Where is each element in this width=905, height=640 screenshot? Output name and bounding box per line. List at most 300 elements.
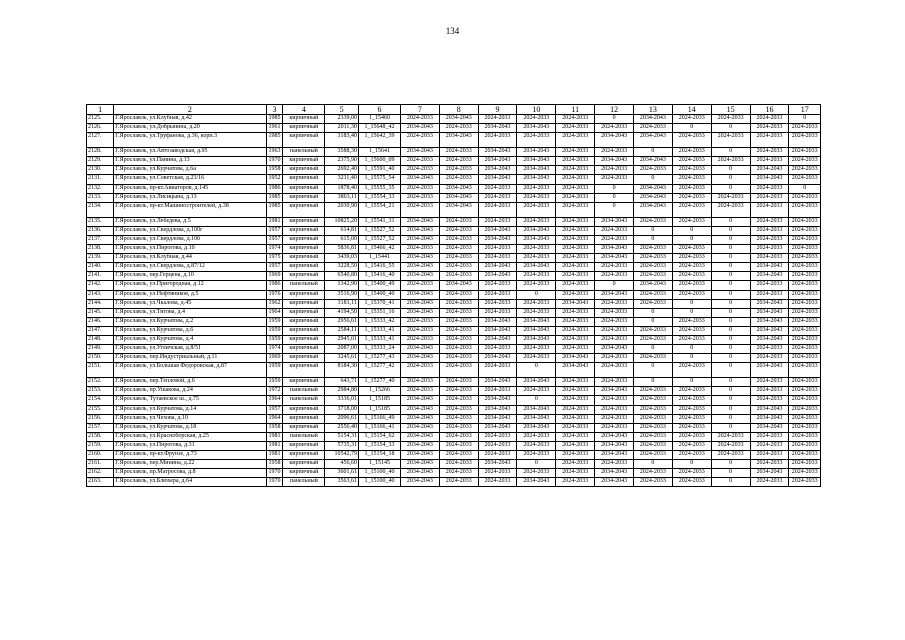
page-number: 134 bbox=[445, 26, 460, 36]
table-cell: 614,81 bbox=[325, 226, 359, 235]
table-cell: 2024-2033 bbox=[672, 387, 711, 396]
table-cell: 0 bbox=[711, 308, 750, 317]
table-cell: 2024-2033 bbox=[634, 387, 673, 396]
table-cell: 0 bbox=[711, 423, 750, 432]
table-cell: 0 bbox=[672, 226, 711, 235]
table-cell: 2024-2033 bbox=[400, 317, 439, 326]
table-cell: 2034-2043 bbox=[517, 378, 556, 387]
table-cell: 2024-2033 bbox=[556, 290, 595, 299]
table-cell: 2024-2033 bbox=[439, 124, 478, 133]
table-cell: 0 bbox=[711, 335, 750, 344]
table-cell: 2151. bbox=[87, 363, 114, 378]
table-cell: 2024-2033 bbox=[556, 148, 595, 157]
table-cell: 2024-2033 bbox=[400, 363, 439, 378]
table-cell: 2034-2043 bbox=[517, 414, 556, 423]
table-cell: 2024-2033 bbox=[556, 245, 595, 254]
column-header-5: 5 bbox=[325, 105, 359, 115]
table-cell: 2024-2033 bbox=[789, 441, 821, 450]
table-cell: 2024-2033 bbox=[750, 202, 789, 217]
table-cell: 2034-2043 bbox=[439, 133, 478, 148]
table-cell: 2126. bbox=[87, 124, 114, 133]
table-cell: 2024-2033 bbox=[595, 396, 634, 405]
table-cell: кирпичный bbox=[283, 308, 325, 317]
table-cell: 2024-2033 bbox=[634, 217, 673, 226]
table-cell: 2024-2033 bbox=[595, 326, 634, 335]
table-row bbox=[87, 245, 821, 254]
table-cell: 1974 bbox=[266, 345, 283, 354]
table-cell: 2024-2033 bbox=[595, 378, 634, 387]
table-cell: 2024-2033 bbox=[517, 184, 556, 193]
table-cell: 2024-2033 bbox=[595, 335, 634, 344]
table-cell: 1981 bbox=[266, 432, 283, 441]
table-cell: 2034-2043 bbox=[400, 263, 439, 272]
table-cell: 2024-2033 bbox=[439, 354, 478, 363]
table-cell: 1981 bbox=[266, 441, 283, 450]
table-cell: кирпичный bbox=[283, 235, 325, 244]
table-cell: 2024-2033 bbox=[556, 460, 595, 469]
table-cell: 0 bbox=[711, 326, 750, 335]
table-cell: 2024-2033 bbox=[478, 469, 517, 478]
table-cell: 2024-2033 bbox=[634, 299, 673, 308]
table-cell: 1964 bbox=[266, 308, 283, 317]
table-cell: 0 bbox=[711, 478, 750, 487]
table-cell: 1_15145 bbox=[358, 460, 400, 469]
table-cell: 2034-2043 bbox=[750, 405, 789, 414]
table-cell: 2024-2033 bbox=[789, 226, 821, 235]
table-cell: 2125. bbox=[87, 115, 114, 124]
table-cell: 2024-2033 bbox=[556, 133, 595, 148]
table-cell: 2149. bbox=[87, 345, 114, 354]
table-cell: 2024-2033 bbox=[672, 157, 711, 166]
table-cell: 2024-2033 bbox=[439, 478, 478, 487]
table-cell: 2024-2033 bbox=[439, 363, 478, 378]
table-cell: 2024-2033 bbox=[556, 226, 595, 235]
table-cell: 2034-2043 bbox=[750, 272, 789, 281]
table-cell: 2024-2033 bbox=[634, 469, 673, 478]
table-cell: 2034-2043 bbox=[439, 115, 478, 124]
table-cell: 2024-2033 bbox=[400, 133, 439, 148]
table-cell: 1974 bbox=[266, 245, 283, 254]
table-cell: 1958 bbox=[266, 423, 283, 432]
table-cell: кирпичный bbox=[283, 245, 325, 254]
table-cell: 2024-2033 bbox=[478, 193, 517, 202]
table-cell: 2024-2033 bbox=[478, 281, 517, 290]
table-cell: 2024-2033 bbox=[595, 235, 634, 244]
table-cell: 1957 bbox=[266, 263, 283, 272]
table-cell: 2030,90 bbox=[325, 202, 359, 217]
table-cell: 2024-2033 bbox=[789, 254, 821, 263]
table-cell: 2024-2033 bbox=[634, 441, 673, 450]
table-cell: 2024-2033 bbox=[478, 441, 517, 450]
table-cell: 2134. bbox=[87, 202, 114, 217]
table-cell: 2024-2033 bbox=[789, 354, 821, 363]
table-cell: кирпичный bbox=[283, 326, 325, 335]
table-cell: 2148. bbox=[87, 335, 114, 344]
table-row bbox=[87, 460, 821, 469]
table-cell: 1_15333_41 bbox=[358, 326, 400, 335]
table-cell: 2024-2033 bbox=[711, 432, 750, 441]
table-cell: 2024-2033 bbox=[439, 460, 478, 469]
table-cell: 2154. bbox=[87, 396, 114, 405]
column-header-11: 11 bbox=[556, 105, 595, 115]
table-cell: 1972 bbox=[266, 387, 283, 396]
table-cell: 1970 bbox=[266, 157, 283, 166]
table-cell: 2024-2033 bbox=[556, 326, 595, 335]
table-cell: 2024-2033 bbox=[672, 326, 711, 335]
table-cell: 8184,30 bbox=[325, 363, 359, 378]
table-cell: кирпичный bbox=[283, 184, 325, 193]
table-cell: 0 bbox=[595, 281, 634, 290]
table-cell: 2034-2043 bbox=[478, 235, 517, 244]
table-row bbox=[87, 202, 821, 217]
table-cell: 3439,03 bbox=[325, 254, 359, 263]
table-cell: 2034-2043 bbox=[634, 184, 673, 193]
table-row bbox=[87, 378, 821, 387]
table-cell: 1_15648_42 bbox=[358, 124, 400, 133]
table-cell: 3245,61 bbox=[325, 354, 359, 363]
table-cell: 2024-2033 bbox=[750, 226, 789, 235]
table-cell: 2034-2043 bbox=[750, 317, 789, 326]
table-cell: 2024-2033 bbox=[439, 175, 478, 184]
table-cell: 2024-2033 bbox=[789, 202, 821, 217]
table-cell: 2024-2033 bbox=[556, 202, 595, 217]
table-cell: 2024-2033 bbox=[789, 235, 821, 244]
table-cell: кирпичный bbox=[283, 414, 325, 423]
table-cell: 2024-2033 bbox=[750, 217, 789, 226]
table-row bbox=[87, 308, 821, 317]
table-cell: 1_15154_33 bbox=[358, 441, 400, 450]
table-cell: 1_15600_09 bbox=[358, 157, 400, 166]
table-cell: 2024-2033 bbox=[672, 478, 711, 487]
table-cell: 2024-2033 bbox=[439, 414, 478, 423]
table-cell: кирпичный bbox=[283, 469, 325, 478]
table-cell: 2034-2043 bbox=[400, 235, 439, 244]
table-cell: 1952 bbox=[266, 175, 283, 184]
table-cell: 0 bbox=[634, 308, 673, 317]
table-cell: 2024-2033 bbox=[556, 193, 595, 202]
table-cell: 2137. bbox=[87, 235, 114, 244]
table-cell: 2024-2033 bbox=[595, 148, 634, 157]
table-cell: 0 bbox=[711, 317, 750, 326]
table-cell: 0 bbox=[672, 354, 711, 363]
table-cell: 2024-2033 bbox=[789, 133, 821, 148]
table-cell: 2024-2033 bbox=[439, 317, 478, 326]
table-cell: 0 bbox=[711, 245, 750, 254]
table-cell: 2024-2033 bbox=[400, 378, 439, 387]
table-cell: 1981 bbox=[266, 217, 283, 226]
table-cell: 2034-2043 bbox=[400, 405, 439, 414]
table-cell: 2034-2043 bbox=[517, 226, 556, 235]
table-cell: 2024-2033 bbox=[789, 157, 821, 166]
table-cell: кирпичный bbox=[283, 202, 325, 217]
table-row bbox=[87, 363, 821, 378]
table-cell: 2159. bbox=[87, 441, 114, 450]
table-cell: 2096,61 bbox=[325, 414, 359, 423]
table-cell: Г.Ярославль, ул.Клубная, д.42 bbox=[114, 115, 266, 124]
table-cell: 2024-2033 bbox=[439, 290, 478, 299]
table-cell: 2141. bbox=[87, 272, 114, 281]
table-cell: 2024-2033 bbox=[439, 245, 478, 254]
table-cell: 2146. bbox=[87, 317, 114, 326]
table-cell: кирпичный bbox=[283, 175, 325, 184]
table-row bbox=[87, 354, 821, 363]
table-cell: 2024-2033 bbox=[556, 423, 595, 432]
table-cell: Г.Ярославль, ул.Автозаводская, д.95 bbox=[114, 148, 266, 157]
table-cell: 2034-2043 bbox=[400, 148, 439, 157]
table-cell: 2034-2043 bbox=[750, 299, 789, 308]
table-row bbox=[87, 451, 821, 460]
table-cell: 2024-2033 bbox=[478, 387, 517, 396]
table-cell: 2024-2033 bbox=[556, 272, 595, 281]
table-cell: 2133. bbox=[87, 193, 114, 202]
table-cell: 1_15527_52 bbox=[358, 226, 400, 235]
table-cell: Г.Ярославль, пр.Матросова, д.8 bbox=[114, 469, 266, 478]
table-cell: 2132. bbox=[87, 184, 114, 193]
table-cell: 1_15642_39 bbox=[358, 133, 400, 148]
table-cell: Г.Ярославль, ул.Курчатова, д.6а bbox=[114, 166, 266, 175]
table-cell: 643,71 bbox=[325, 378, 359, 387]
table-cell: 2034-2043 bbox=[400, 272, 439, 281]
table-row bbox=[87, 441, 821, 450]
table-cell: кирпичный bbox=[283, 451, 325, 460]
table-cell: 1961 bbox=[266, 124, 283, 133]
table-cell: 2024-2033 bbox=[595, 272, 634, 281]
table-cell: 2024-2033 bbox=[789, 387, 821, 396]
table-cell: 2024-2033 bbox=[439, 326, 478, 335]
table-row bbox=[87, 175, 821, 184]
column-header-17: 17 bbox=[789, 105, 821, 115]
table-cell: 1986 bbox=[266, 281, 283, 290]
table-cell: кирпичный bbox=[283, 290, 325, 299]
table-row bbox=[87, 326, 821, 335]
table-cell: 0 bbox=[711, 460, 750, 469]
table-cell: 2034-2043 bbox=[595, 290, 634, 299]
table-cell: 2150. bbox=[87, 354, 114, 363]
table-cell: 2024-2033 bbox=[439, 148, 478, 157]
table-cell: 1_15370_41 bbox=[358, 299, 400, 308]
table-cell: 2034-2043 bbox=[400, 441, 439, 450]
table-cell: 3181,11 bbox=[325, 299, 359, 308]
table-cell: 2034-2043 bbox=[595, 133, 634, 148]
table-cell: 0 bbox=[711, 387, 750, 396]
table-cell: 0 bbox=[517, 363, 556, 378]
table-cell: 2024-2033 bbox=[595, 299, 634, 308]
table-cell: 3336,01 bbox=[325, 396, 359, 405]
table-cell: 2034-2043 bbox=[750, 423, 789, 432]
table-cell: 2024-2033 bbox=[789, 193, 821, 202]
table-cell: 1_15441 bbox=[358, 254, 400, 263]
table-cell: 2024-2033 bbox=[789, 363, 821, 378]
table-row bbox=[87, 166, 821, 175]
table-cell: 2024-2033 bbox=[556, 124, 595, 133]
table-row bbox=[87, 184, 821, 193]
table-cell: 2024-2033 bbox=[634, 272, 673, 281]
table-cell: 2034-2043 bbox=[517, 166, 556, 175]
table-cell: 2024-2033 bbox=[439, 405, 478, 414]
table-cell: 2024-2033 bbox=[750, 184, 789, 193]
table-row bbox=[87, 226, 821, 235]
table-cell: 1_15400_49 bbox=[358, 281, 400, 290]
table-cell: 2024-2033 bbox=[439, 217, 478, 226]
table-cell: 3516,90 bbox=[325, 290, 359, 299]
table-cell: 2024-2033 bbox=[634, 326, 673, 335]
table-cell: 1969 bbox=[266, 354, 283, 363]
table-cell: кирпичный bbox=[283, 124, 325, 133]
table-cell: 2034-2043 bbox=[750, 335, 789, 344]
table-cell: 2034-2043 bbox=[400, 469, 439, 478]
table-row bbox=[87, 432, 821, 441]
table-row bbox=[87, 478, 821, 487]
table-cell: 2024-2033 bbox=[789, 405, 821, 414]
table-cell: 1_15591_40 bbox=[358, 166, 400, 175]
table-cell: 2024-2033 bbox=[634, 335, 673, 344]
table-cell: 2024-2033 bbox=[556, 387, 595, 396]
table-cell: 2024-2033 bbox=[595, 423, 634, 432]
table-cell: 2024-2033 bbox=[672, 184, 711, 193]
table-cell: кирпичный bbox=[283, 335, 325, 344]
table-cell: 0 bbox=[672, 235, 711, 244]
table-cell: 2024-2033 bbox=[439, 451, 478, 460]
table-cell: Г.Ярославль, пр-кт.Фрунзе, д.73 bbox=[114, 451, 266, 460]
table-cell: панельный bbox=[283, 478, 325, 487]
table-cell: 2034-2043 bbox=[439, 193, 478, 202]
table-cell: 2024-2033 bbox=[789, 263, 821, 272]
column-header-14: 14 bbox=[672, 105, 711, 115]
table-cell: 2034-2043 bbox=[750, 166, 789, 175]
table-cell: Г.Ярославль, ул.Свердлова, д.100г bbox=[114, 226, 266, 235]
table-cell: 2024-2033 bbox=[750, 441, 789, 450]
table-cell: 0 bbox=[672, 345, 711, 354]
table-cell: 2024-2033 bbox=[634, 451, 673, 460]
table-cell: 1981 bbox=[266, 451, 283, 460]
table-cell: 2034-2043 bbox=[439, 202, 478, 217]
table-cell: 2152. bbox=[87, 378, 114, 387]
table-cell: 2024-2033 bbox=[634, 405, 673, 414]
table-cell: 2034-2043 bbox=[750, 263, 789, 272]
table-row bbox=[87, 235, 821, 244]
table-cell: 2024-2033 bbox=[789, 175, 821, 184]
table-cell: 2024-2033 bbox=[439, 157, 478, 166]
table-cell: 2024-2033 bbox=[517, 281, 556, 290]
table-cell: 2024-2033 bbox=[478, 363, 517, 378]
table-cell: 2024-2033 bbox=[789, 326, 821, 335]
table-cell: 2024-2033 bbox=[789, 432, 821, 441]
table-cell: 2024-2033 bbox=[556, 432, 595, 441]
table-cell: 2024-2033 bbox=[478, 432, 517, 441]
table-cell: 2024-2033 bbox=[478, 299, 517, 308]
table-cell: 2034-2043 bbox=[439, 281, 478, 290]
table-row bbox=[87, 157, 821, 166]
table-cell: 2024-2033 bbox=[789, 166, 821, 175]
table-cell: 2024-2033 bbox=[595, 166, 634, 175]
table-cell: 2034-2043 bbox=[478, 378, 517, 387]
table-cell: 2140. bbox=[87, 263, 114, 272]
table-cell: 2034-2043 bbox=[400, 396, 439, 405]
table-cell: 0 bbox=[672, 460, 711, 469]
table-cell: Г.Ярославль, ул.Чехова, д.10 bbox=[114, 414, 266, 423]
table-cell: 2034-2043 bbox=[478, 414, 517, 423]
column-header-13: 13 bbox=[634, 105, 673, 115]
table-cell: 2024-2033 bbox=[750, 245, 789, 254]
table-cell: 1_15100_40 bbox=[358, 478, 400, 487]
table-cell: 2024-2033 bbox=[556, 166, 595, 175]
table-cell: 2024-2033 bbox=[634, 290, 673, 299]
table-cell: 2034-2043 bbox=[517, 335, 556, 344]
table-cell: 0 bbox=[711, 148, 750, 157]
table-row bbox=[87, 217, 821, 226]
table-cell: 1_15466_42 bbox=[358, 245, 400, 254]
table-cell: кирпичный bbox=[283, 166, 325, 175]
table-cell: 2024-2033 bbox=[439, 387, 478, 396]
table-cell: 10825,20 bbox=[325, 217, 359, 226]
table-cell: 1_15185 bbox=[358, 405, 400, 414]
table-cell: 0 bbox=[711, 235, 750, 244]
table-cell: 2158. bbox=[87, 432, 114, 441]
table-cell: 2024-2033 bbox=[750, 345, 789, 354]
table-cell: кирпичный bbox=[283, 423, 325, 432]
table-cell: 2024-2033 bbox=[750, 254, 789, 263]
table-cell: 2024-2033 bbox=[672, 335, 711, 344]
table-cell: 2034-2043 bbox=[595, 254, 634, 263]
table-cell: 2024-2033 bbox=[595, 263, 634, 272]
table-cell: 2155. bbox=[87, 405, 114, 414]
table-cell: 2024-2033 bbox=[517, 202, 556, 217]
table-cell: 2024-2033 bbox=[789, 423, 821, 432]
table-cell: 1_15351_16 bbox=[358, 308, 400, 317]
table-cell: 2024-2033 bbox=[400, 184, 439, 193]
table-cell: 2034-2043 bbox=[634, 115, 673, 124]
column-header-1: 1 bbox=[87, 105, 114, 115]
table-cell: 2024-2033 bbox=[711, 157, 750, 166]
table-cell: 2024-2033 bbox=[789, 345, 821, 354]
table-cell: 2024-2033 bbox=[517, 115, 556, 124]
table-cell: 1959 bbox=[266, 317, 283, 326]
table-cell: 2692,40 bbox=[325, 166, 359, 175]
table-cell: 2024-2033 bbox=[789, 272, 821, 281]
table-cell: 2034-2043 bbox=[634, 281, 673, 290]
table-cell: 1_15416_40 bbox=[358, 272, 400, 281]
table-cell: 2984,80 bbox=[325, 387, 359, 396]
table-cell: кирпичный bbox=[283, 405, 325, 414]
table-row bbox=[87, 290, 821, 299]
table-cell: 1957 bbox=[266, 235, 283, 244]
table-cell: 2024-2033 bbox=[517, 345, 556, 354]
table-cell: 2024-2033 bbox=[439, 378, 478, 387]
table-cell: 0 bbox=[517, 290, 556, 299]
table-cell: 2024-2033 bbox=[517, 245, 556, 254]
table-row bbox=[87, 396, 821, 405]
table-cell: 1985 bbox=[266, 115, 283, 124]
table-cell: 2024-2033 bbox=[556, 184, 595, 193]
table-cell: 2024-2033 bbox=[634, 245, 673, 254]
table-cell: 2024-2033 bbox=[556, 317, 595, 326]
table-cell: кирпичный bbox=[283, 217, 325, 226]
table-cell: 1957 bbox=[266, 226, 283, 235]
table-cell: 1_15277_43 bbox=[358, 354, 400, 363]
table-cell: 2024-2033 bbox=[750, 354, 789, 363]
table-cell: 2024-2033 bbox=[672, 175, 711, 184]
table-cell: 2034-2043 bbox=[517, 326, 556, 335]
table-row bbox=[87, 345, 821, 354]
table-cell: 2145. bbox=[87, 308, 114, 317]
table-cell: 2024-2033 bbox=[478, 451, 517, 460]
table-cell: 2127. bbox=[87, 133, 114, 148]
table-cell: 2024-2033 bbox=[634, 478, 673, 487]
table-cell: 0 bbox=[711, 299, 750, 308]
table-cell: 2024-2033 bbox=[556, 115, 595, 124]
table-cell: 2024-2033 bbox=[517, 451, 556, 460]
table-cell: 0 bbox=[711, 290, 750, 299]
